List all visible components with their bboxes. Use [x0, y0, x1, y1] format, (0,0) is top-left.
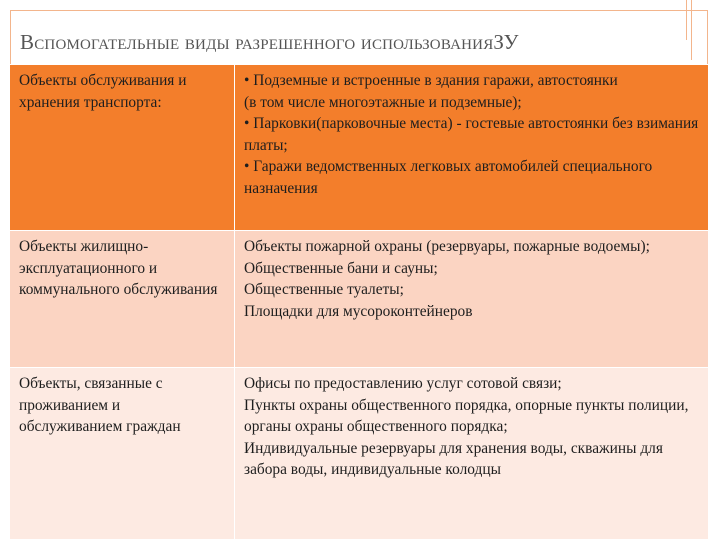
slide-title: Вспомогательные виды разрешенного использованияЗУ: [20, 30, 519, 54]
description-text: Офисы по предоставлению услуг сотовой связи; Пункты охраны общественного порядка, опорные пункты полиции, органы охраны общественного порядка; Индивидуальные резервуары для хранения воды, скважины для забора воды, индивидуальные колодцы: [244, 375, 689, 478]
land-use-table: [9, 64, 709, 540]
category-cell: [10, 231, 235, 368]
description-cell: [235, 231, 709, 368]
category-text: Объекты, связанные с проживанием и обслуживанием граждан: [19, 375, 181, 435]
description-text: • Подземные и встроенные в здания гаражи, автостоянки (в том числе многоэтажные и подземные); • Парковки(парковочные места) - гостевые автостоянки без взимания платы; • Гаражи ведомственных легковых автомобилей специального назначения: [244, 72, 699, 197]
category-text: Объекты обслуживания и хранения транспорта:: [19, 72, 187, 111]
description-text: Объекты пожарной охраны (резервуары, пожарные водоемы); Общественные бани и сауны; Общественные туалеты; Площадки для мусороконтейнеров: [244, 238, 650, 320]
description-cell: [235, 65, 709, 231]
category-cell: [10, 65, 235, 231]
description-cell: [235, 368, 709, 540]
table-row: [10, 65, 709, 231]
frame-accent-line-inner: [686, 0, 687, 40]
category-cell: [10, 368, 235, 540]
table-row: [10, 368, 709, 540]
table-row: [10, 231, 709, 368]
frame-accent-line: [691, 0, 692, 60]
category-text: Объекты жилищно-эксплуатационного и коммунального обслуживания: [19, 238, 218, 298]
